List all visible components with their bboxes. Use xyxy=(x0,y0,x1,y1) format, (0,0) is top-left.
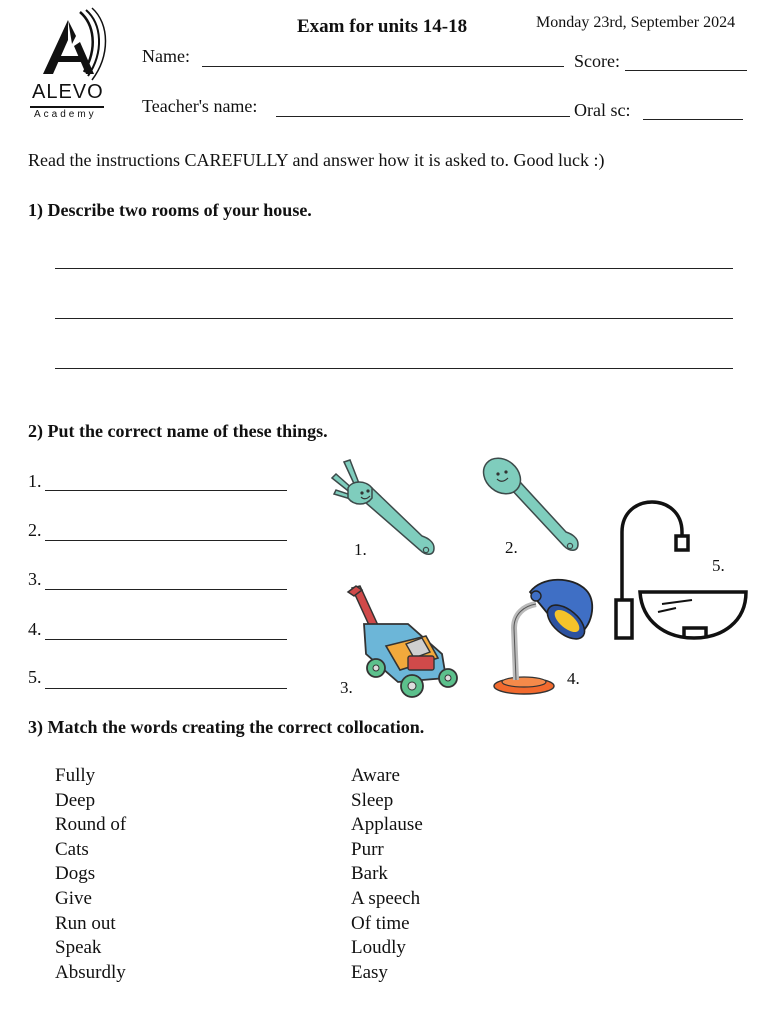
item-number: 5. xyxy=(28,667,42,687)
answer-line-2[interactable] xyxy=(55,318,733,319)
match-left-word[interactable]: Absurdly xyxy=(55,961,126,983)
item-answer-field[interactable] xyxy=(45,639,287,640)
question-3-title: 3) Match the words creating the correct collocation. xyxy=(28,717,425,737)
score-label: Score: xyxy=(574,51,620,71)
match-left-word[interactable]: Round of xyxy=(55,814,127,836)
teacher-name-label: Teacher's name: xyxy=(142,96,258,116)
image-label-4: 4. xyxy=(567,669,580,688)
match-right-column xyxy=(351,764,423,985)
image-label-5: 5. xyxy=(712,556,725,575)
match-right-word[interactable]: Loudly xyxy=(351,937,406,959)
fork-icon xyxy=(330,458,440,566)
logo-sub: Academy xyxy=(34,109,97,120)
match-left-word[interactable]: Dogs xyxy=(55,863,96,885)
match-right-word[interactable]: Purr xyxy=(351,838,384,860)
answer-line-1[interactable] xyxy=(55,268,733,269)
match-right-word[interactable]: Sleep xyxy=(351,789,394,811)
match-right-word[interactable]: Bark xyxy=(351,863,388,885)
item-answer-field[interactable] xyxy=(45,540,287,541)
academy-logo xyxy=(28,6,108,124)
item-number: 2. xyxy=(28,520,42,540)
match-left-column xyxy=(55,764,126,985)
spoon-icon xyxy=(480,456,584,560)
image-label-2: 2. xyxy=(505,538,518,557)
logo-underline xyxy=(30,106,104,108)
teacher-name-field[interactable] xyxy=(276,116,570,117)
match-right-word[interactable]: Of time xyxy=(351,912,410,934)
instructions: Read the instructions CAREFULLY and answer how it is asked to. Good luck :) xyxy=(28,150,605,170)
match-left-word[interactable]: Deep xyxy=(55,789,96,811)
match-left-word[interactable]: Give xyxy=(55,887,92,909)
match-left-word[interactable]: Fully xyxy=(55,765,96,786)
desk-lamp-icon xyxy=(490,574,600,698)
match-left-word[interactable]: Cats xyxy=(55,838,89,860)
match-left-word[interactable]: Speak xyxy=(55,937,102,959)
exam-date: Monday 23rd, September 2024 xyxy=(536,14,736,31)
question-2-title: 2) Put the correct name of these things. xyxy=(28,421,328,441)
match-right-word[interactable]: A speech xyxy=(351,887,421,909)
item-number: 4. xyxy=(28,619,42,639)
score-field[interactable] xyxy=(625,70,747,71)
item-number: 3. xyxy=(28,569,42,589)
sink-icon xyxy=(610,496,752,644)
match-left-word[interactable]: Run out xyxy=(55,912,116,934)
question-1-title: 1) Describe two rooms of your house. xyxy=(28,200,312,220)
item-answer-field[interactable] xyxy=(45,589,287,590)
item-answer-field[interactable] xyxy=(45,490,287,491)
match-right-word[interactable]: Aware xyxy=(351,765,400,786)
answer-line-3[interactable] xyxy=(55,368,733,369)
logo-a-icon xyxy=(28,6,108,84)
lawnmower-icon xyxy=(346,582,462,700)
image-label-1: 1. xyxy=(354,540,367,559)
logo-brand: ALEVO xyxy=(32,81,104,103)
name-label: Name: xyxy=(142,46,190,66)
exam-title: Exam for units 14-18 xyxy=(297,16,468,37)
match-right-word[interactable]: Applause xyxy=(351,814,423,836)
name-field[interactable] xyxy=(202,66,564,67)
item-answer-field[interactable] xyxy=(45,688,287,689)
image-label-3: 3. xyxy=(340,678,353,697)
item-number: 1. xyxy=(28,471,42,491)
oral-score-label: Oral sc: xyxy=(574,100,631,120)
oral-score-field[interactable] xyxy=(643,119,743,120)
match-right-word[interactable]: Easy xyxy=(351,961,388,983)
